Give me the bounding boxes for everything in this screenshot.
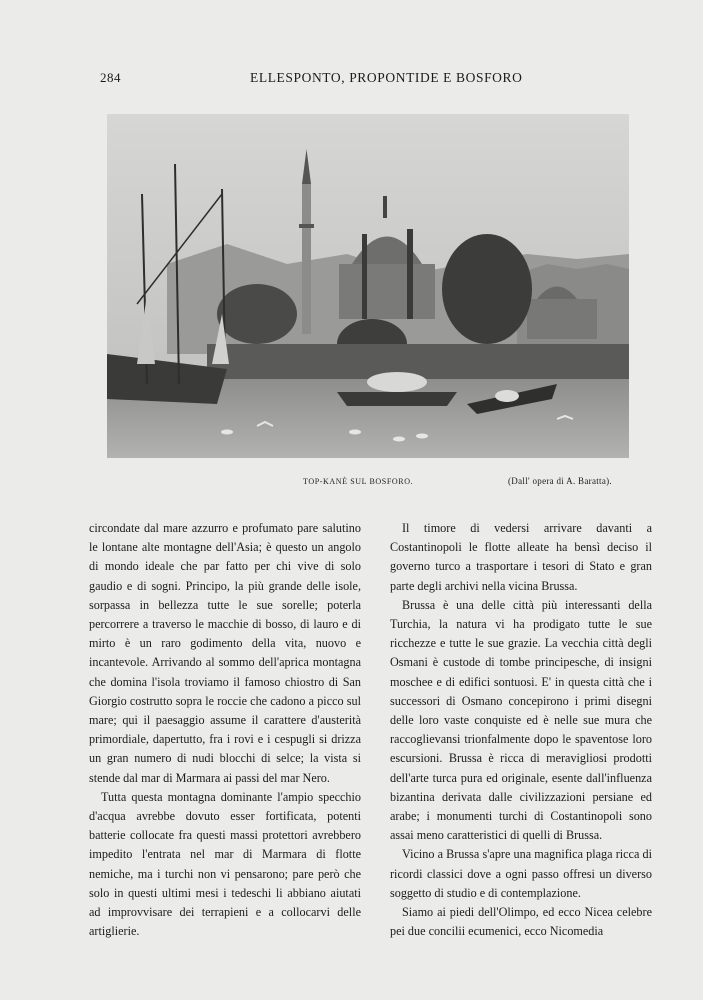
paragraph: Il timore di vedersi arrivare davanti a Costantinopoli le flotte alleate ha bensì deciso il governo turco a trasportare i tesori di Stato e gran parte degli archivi nella vicina Brussa. xyxy=(390,521,652,593)
paragraph: Brussa è una delle città più interessanti della Turchia, la natura vi ha prodigato tutte le sue ricchezze e tutte le sue grazie. La vecchia città degli Osmani è custode di tombe principesche, di insigni moschee e di edifici sontuosi. E' in questa città che i successori di Osmano concepirono i primi disegni delle loro vaste conquiste ed è nelle sue mura che raccoglievansi trionfalmente dopo le spaventose loro escursioni. Brussa è ricca di meravigliosi prodotti dell'arte turca pura ed originale, esente dall'influenza bizantina derivata dalle civilizzazioni persiane ed arabe; i monumenti turchi di Costantinopoli sono assai meno caratteristici di quelli di Brussa. xyxy=(390,597,652,843)
paragraph: Siamo ai piedi dell'Olimpo, ed ecco Nicea celebre pei due concilii ecumenici, ecco Nicomedia xyxy=(390,905,652,939)
illustration-credit: (Dall' opera di A. Baratta). xyxy=(508,476,612,486)
left-text-column xyxy=(89,519,361,941)
paragraph: Vicino a Brussa s'apre una magnifica plaga ricca di ricordi classici dove a ogni passo offresi un diverso soggetto di studio e di contemplazione. xyxy=(390,847,652,900)
bosphorus-harbor-engraving xyxy=(107,114,629,458)
illustration-caption: TOP-KANÈ SUL BOSFORO. xyxy=(303,477,414,486)
paragraph: Tutta questa montagna dominante l'ampio specchio d'acqua avrebbe dovuto esser fortificata, potenti batterie collocate fra questi massi protettori avrebbero impedito l'entrata nel mar di Marmara di flotte nemiche, ma i turchi non vi pensarono; pare però che solo in questi ultimi mesi i tedeschi li abbiano aiutati ad improvvisare dei terrapieni e a collocarvi delle artiglierie. xyxy=(89,789,361,939)
page-number: 284 xyxy=(100,70,121,85)
engraving-illustration xyxy=(107,114,629,458)
running-title: ELLESPONTO, PROPONTIDE E BOSFORO xyxy=(250,70,523,85)
paragraph: circondate dal mare azzurro e profumato pare salutino le lontane alte montagne dell'Asia; è questo un angolo di mondo ideale che par fatto per chi vive di solo gaudio e di sogni. Principo, la più grande delle isole, sorpassa in bellezza tutte le sue sorelle; poterla percorrere a traverso le macchie di bosso, di lauro e di mirto è un raro godimento della vita, nuovo e incantevole. Arrivando al sommo dell'aprica montagna che domina l'isola troviamo il famoso chiostro di San Giorgio costrutto sopra le roccie che cadono a picco sul mare; qui il paesaggio assume il carattere d'austerità primordiale, dapertutto, fra i rovi e i cespugli si drizza un gran numero di nudi blocchi di selce; la vista si stende dal mar di Marmara ai passi del mar Nero. xyxy=(89,521,361,785)
right-text-column xyxy=(390,519,652,941)
page-header xyxy=(100,70,620,90)
